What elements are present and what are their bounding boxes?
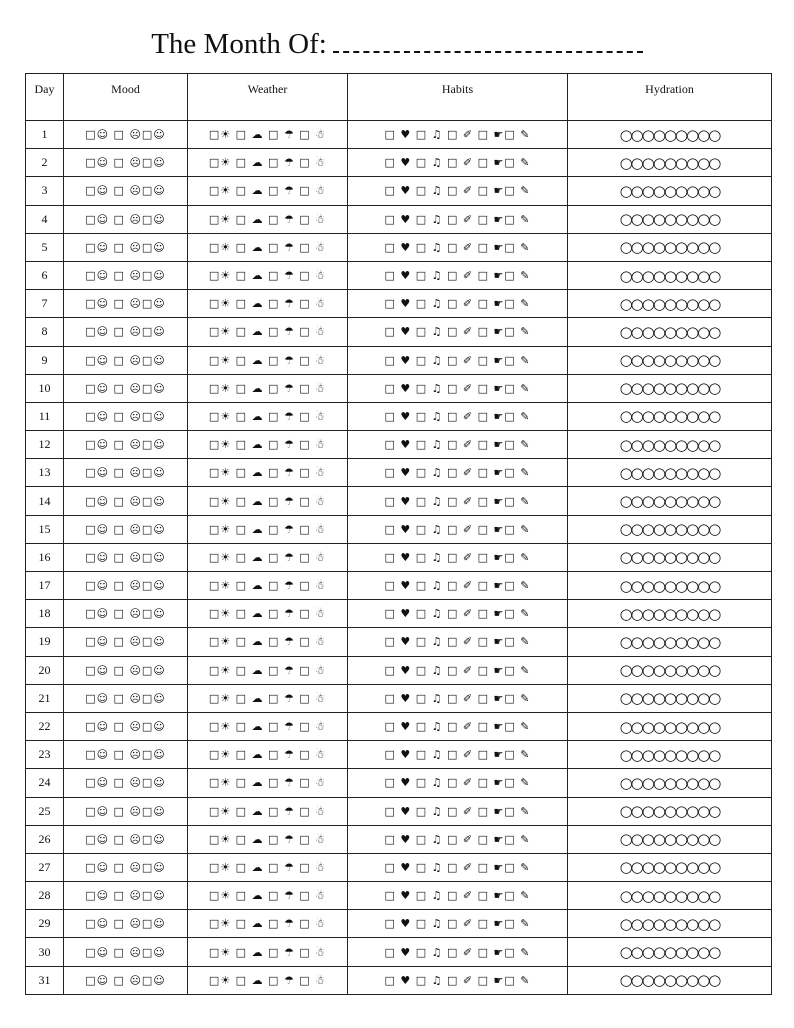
table-row xyxy=(26,938,772,966)
hydration-circles[interactable]: ○○○○○○○○○ xyxy=(568,402,772,430)
mood-checkboxes[interactable]: □☺ □ ☹□☺ xyxy=(64,459,188,487)
hydration-circles[interactable]: ○○○○○○○○○ xyxy=(568,600,772,628)
table-row xyxy=(26,346,772,374)
hydration-circles[interactable]: ○○○○○○○○○ xyxy=(568,149,772,177)
mood-checkboxes[interactable]: □☺ □ ☹□☺ xyxy=(64,515,188,543)
table-row xyxy=(26,177,772,205)
hydration-circles[interactable]: ○○○○○○○○○ xyxy=(568,741,772,769)
habit-checkboxes[interactable]: □ ♥ □ ♫ □ ✐ □ ☛□ ✎ xyxy=(348,374,568,402)
mood-checkboxes[interactable]: □☺ □ ☹□☺ xyxy=(64,121,188,149)
habit-checkboxes[interactable]: □ ♥ □ ♫ □ ✐ □ ☛□ ✎ xyxy=(348,882,568,910)
habit-checkboxes[interactable]: □ ♥ □ ♫ □ ✐ □ ☛□ ✎ xyxy=(348,966,568,994)
weather-checkboxes[interactable]: □☀ □ ☁ □ ☂ □ ☃ xyxy=(188,853,348,881)
day-cell: 15 xyxy=(26,515,64,543)
mood-checkboxes[interactable]: □☺ □ ☹□☺ xyxy=(64,487,188,515)
mood-checkboxes[interactable]: □☺ □ ☹□☺ xyxy=(64,290,188,318)
weather-checkboxes[interactable]: □☀ □ ☁ □ ☂ □ ☃ xyxy=(188,374,348,402)
hydration-circles[interactable]: ○○○○○○○○○ xyxy=(568,543,772,571)
mood-checkboxes[interactable]: □☺ □ ☹□☺ xyxy=(64,825,188,853)
habit-checkboxes[interactable]: □ ♥ □ ♫ □ ✐ □ ☛□ ✎ xyxy=(348,177,568,205)
table-row xyxy=(26,966,772,994)
habit-checkboxes[interactable]: □ ♥ □ ♫ □ ✐ □ ☛□ ✎ xyxy=(348,121,568,149)
day-cell: 29 xyxy=(26,910,64,938)
hydration-circles[interactable]: ○○○○○○○○○ xyxy=(568,966,772,994)
day-cell: 11 xyxy=(26,402,64,430)
day-cell: 7 xyxy=(26,290,64,318)
table-row xyxy=(26,712,772,740)
mood-checkboxes[interactable]: □☺ □ ☹□☺ xyxy=(64,910,188,938)
mood-checkboxes[interactable]: □☺ □ ☹□☺ xyxy=(64,374,188,402)
weather-checkboxes[interactable]: □☀ □ ☁ □ ☂ □ ☃ xyxy=(188,910,348,938)
hydration-circles[interactable]: ○○○○○○○○○ xyxy=(568,205,772,233)
hydration-circles[interactable]: ○○○○○○○○○ xyxy=(568,882,772,910)
table-row xyxy=(26,121,772,149)
habit-checkboxes[interactable]: □ ♥ □ ♫ □ ✐ □ ☛□ ✎ xyxy=(348,712,568,740)
hydration-circles[interactable]: ○○○○○○○○○ xyxy=(568,261,772,289)
table-row xyxy=(26,656,772,684)
table-row xyxy=(26,290,772,318)
day-cell: 28 xyxy=(26,882,64,910)
table-row xyxy=(26,600,772,628)
mood-checkboxes[interactable]: □☺ □ ☹□☺ xyxy=(64,572,188,600)
mood-checkboxes[interactable]: □☺ □ ☹□☺ xyxy=(64,656,188,684)
mood-checkboxes[interactable]: □☺ □ ☹□☺ xyxy=(64,600,188,628)
weather-checkboxes[interactable]: □☀ □ ☁ □ ☂ □ ☃ xyxy=(188,261,348,289)
hydration-circles[interactable]: ○○○○○○○○○ xyxy=(568,121,772,149)
header-row xyxy=(26,74,772,121)
mood-checkboxes[interactable]: □☺ □ ☹□☺ xyxy=(64,402,188,430)
hydration-circles[interactable]: ○○○○○○○○○ xyxy=(568,290,772,318)
habit-checkboxes[interactable]: □ ♥ □ ♫ □ ✐ □ ☛□ ✎ xyxy=(348,346,568,374)
weather-checkboxes[interactable]: □☀ □ ☁ □ ☂ □ ☃ xyxy=(188,628,348,656)
habit-checkboxes[interactable]: □ ♥ □ ♫ □ ✐ □ ☛□ ✎ xyxy=(348,741,568,769)
hydration-circles[interactable]: ○○○○○○○○○ xyxy=(568,853,772,881)
weather-checkboxes[interactable]: □☀ □ ☁ □ ☂ □ ☃ xyxy=(188,177,348,205)
day-cell: 23 xyxy=(26,741,64,769)
mood-checkboxes[interactable]: □☺ □ ☹□☺ xyxy=(64,769,188,797)
weather-checkboxes[interactable]: □☀ □ ☁ □ ☂ □ ☃ xyxy=(188,459,348,487)
mood-checkboxes[interactable]: □☺ □ ☹□☺ xyxy=(64,543,188,571)
hydration-circles[interactable]: ○○○○○○○○○ xyxy=(568,656,772,684)
month-blank-line[interactable] xyxy=(333,31,643,53)
table-row xyxy=(26,769,772,797)
habit-checkboxes[interactable]: □ ♥ □ ♫ □ ✐ □ ☛□ ✎ xyxy=(348,797,568,825)
day-cell: 2 xyxy=(26,149,64,177)
table-row xyxy=(26,233,772,261)
table-row xyxy=(26,431,772,459)
table-row xyxy=(26,261,772,289)
habit-checkboxes[interactable]: □ ♥ □ ♫ □ ✐ □ ☛□ ✎ xyxy=(348,656,568,684)
table-row xyxy=(26,515,772,543)
hydration-circles[interactable]: ○○○○○○○○○ xyxy=(568,318,772,346)
header-mood: Mood xyxy=(64,74,188,121)
habit-checkboxes[interactable]: □ ♥ □ ♫ □ ✐ □ ☛□ ✎ xyxy=(348,487,568,515)
table-row xyxy=(26,459,772,487)
table-row xyxy=(26,205,772,233)
habit-checkboxes[interactable]: □ ♥ □ ♫ □ ✐ □ ☛□ ✎ xyxy=(348,318,568,346)
weather-checkboxes[interactable]: □☀ □ ☁ □ ☂ □ ☃ xyxy=(188,882,348,910)
weather-checkboxes[interactable]: □☀ □ ☁ □ ☂ □ ☃ xyxy=(188,402,348,430)
habit-checkboxes[interactable]: □ ♥ □ ♫ □ ✐ □ ☛□ ✎ xyxy=(348,600,568,628)
day-cell: 13 xyxy=(26,459,64,487)
mood-checkboxes[interactable]: □☺ □ ☹□☺ xyxy=(64,177,188,205)
day-cell: 21 xyxy=(26,684,64,712)
table-row xyxy=(26,543,772,571)
habit-checkboxes[interactable]: □ ♥ □ ♫ □ ✐ □ ☛□ ✎ xyxy=(348,515,568,543)
day-cell: 5 xyxy=(26,233,64,261)
weather-checkboxes[interactable]: □☀ □ ☁ □ ☂ □ ☃ xyxy=(188,684,348,712)
table-row xyxy=(26,149,772,177)
table-row xyxy=(26,402,772,430)
weather-checkboxes[interactable]: □☀ □ ☁ □ ☂ □ ☃ xyxy=(188,233,348,261)
hydration-circles[interactable]: ○○○○○○○○○ xyxy=(568,233,772,261)
habit-checkboxes[interactable]: □ ♥ □ ♫ □ ✐ □ ☛□ ✎ xyxy=(348,402,568,430)
table-row xyxy=(26,797,772,825)
weather-checkboxes[interactable]: □☀ □ ☁ □ ☂ □ ☃ xyxy=(188,741,348,769)
table-row xyxy=(26,318,772,346)
habit-checkboxes[interactable]: □ ♥ □ ♫ □ ✐ □ ☛□ ✎ xyxy=(348,233,568,261)
habit-checkboxes[interactable]: □ ♥ □ ♫ □ ✐ □ ☛□ ✎ xyxy=(348,938,568,966)
weather-checkboxes[interactable]: □☀ □ ☁ □ ☂ □ ☃ xyxy=(188,572,348,600)
habit-checkboxes[interactable]: □ ♥ □ ♫ □ ✐ □ ☛□ ✎ xyxy=(348,261,568,289)
hydration-circles[interactable]: ○○○○○○○○○ xyxy=(568,938,772,966)
weather-checkboxes[interactable]: □☀ □ ☁ □ ☂ □ ☃ xyxy=(188,825,348,853)
mood-checkboxes[interactable]: □☺ □ ☹□☺ xyxy=(64,741,188,769)
mood-checkboxes[interactable]: □☺ □ ☹□☺ xyxy=(64,346,188,374)
day-cell: 25 xyxy=(26,797,64,825)
table-row xyxy=(26,487,772,515)
mood-checkboxes[interactable]: □☺ □ ☹□☺ xyxy=(64,966,188,994)
day-cell: 20 xyxy=(26,656,64,684)
header-weather: Weather xyxy=(188,74,348,121)
habit-checkboxes[interactable]: □ ♥ □ ♫ □ ✐ □ ☛□ ✎ xyxy=(348,290,568,318)
habit-checkboxes[interactable]: □ ♥ □ ♫ □ ✐ □ ☛□ ✎ xyxy=(348,910,568,938)
weather-checkboxes[interactable]: □☀ □ ☁ □ ☂ □ ☃ xyxy=(188,600,348,628)
mood-checkboxes[interactable]: □☺ □ ☹□☺ xyxy=(64,233,188,261)
day-cell: 18 xyxy=(26,600,64,628)
table-row xyxy=(26,882,772,910)
header-hydration: Hydration xyxy=(568,74,772,121)
day-cell: 8 xyxy=(26,318,64,346)
weather-checkboxes[interactable]: □☀ □ ☁ □ ☂ □ ☃ xyxy=(188,290,348,318)
weather-checkboxes[interactable]: □☀ □ ☁ □ ☂ □ ☃ xyxy=(188,149,348,177)
table-row xyxy=(26,853,772,881)
hydration-circles[interactable]: ○○○○○○○○○ xyxy=(568,459,772,487)
mood-checkboxes[interactable]: □☺ □ ☹□☺ xyxy=(64,318,188,346)
habit-checkboxes[interactable]: □ ♥ □ ♫ □ ✐ □ ☛□ ✎ xyxy=(348,431,568,459)
hydration-circles[interactable]: ○○○○○○○○○ xyxy=(568,177,772,205)
hydration-circles[interactable]: ○○○○○○○○○ xyxy=(568,374,772,402)
day-cell: 10 xyxy=(26,374,64,402)
weather-checkboxes[interactable]: □☀ □ ☁ □ ☂ □ ☃ xyxy=(188,431,348,459)
table-row xyxy=(26,825,772,853)
hydration-circles[interactable]: ○○○○○○○○○ xyxy=(568,346,772,374)
weather-checkboxes[interactable]: □☀ □ ☁ □ ☂ □ ☃ xyxy=(188,318,348,346)
mood-checkboxes[interactable]: □☺ □ ☹□☺ xyxy=(64,853,188,881)
weather-checkboxes[interactable]: □☀ □ ☁ □ ☂ □ ☃ xyxy=(188,346,348,374)
day-cell: 4 xyxy=(26,205,64,233)
hydration-circles[interactable]: ○○○○○○○○○ xyxy=(568,431,772,459)
weather-checkboxes[interactable]: □☀ □ ☁ □ ☂ □ ☃ xyxy=(188,966,348,994)
day-cell: 16 xyxy=(26,543,64,571)
hydration-circles[interactable]: ○○○○○○○○○ xyxy=(568,910,772,938)
weather-checkboxes[interactable]: □☀ □ ☁ □ ☂ □ ☃ xyxy=(188,487,348,515)
hydration-circles[interactable]: ○○○○○○○○○ xyxy=(568,515,772,543)
habit-checkboxes[interactable]: □ ♥ □ ♫ □ ✐ □ ☛□ ✎ xyxy=(348,205,568,233)
weather-checkboxes[interactable]: □☀ □ ☁ □ ☂ □ ☃ xyxy=(188,205,348,233)
hydration-circles[interactable]: ○○○○○○○○○ xyxy=(568,797,772,825)
weather-checkboxes[interactable]: □☀ □ ☁ □ ☂ □ ☃ xyxy=(188,769,348,797)
mood-checkboxes[interactable]: □☺ □ ☹□☺ xyxy=(64,431,188,459)
day-cell: 3 xyxy=(26,177,64,205)
habit-checkboxes[interactable]: □ ♥ □ ♫ □ ✐ □ ☛□ ✎ xyxy=(348,572,568,600)
mood-checkboxes[interactable]: □☺ □ ☹□☺ xyxy=(64,938,188,966)
mood-checkboxes[interactable]: □☺ □ ☹□☺ xyxy=(64,797,188,825)
habit-checkboxes[interactable]: □ ♥ □ ♫ □ ✐ □ ☛□ ✎ xyxy=(348,853,568,881)
table-row xyxy=(26,374,772,402)
habit-checkboxes[interactable]: □ ♥ □ ♫ □ ✐ □ ☛□ ✎ xyxy=(348,769,568,797)
table-row xyxy=(26,628,772,656)
hydration-circles[interactable]: ○○○○○○○○○ xyxy=(568,572,772,600)
day-cell: 19 xyxy=(26,628,64,656)
weather-checkboxes[interactable]: □☀ □ ☁ □ ☂ □ ☃ xyxy=(188,543,348,571)
day-cell: 22 xyxy=(26,712,64,740)
hydration-circles[interactable]: ○○○○○○○○○ xyxy=(568,487,772,515)
weather-checkboxes[interactable]: □☀ □ ☁ □ ☂ □ ☃ xyxy=(188,656,348,684)
mood-checkboxes[interactable]: □☺ □ ☹□☺ xyxy=(64,684,188,712)
day-cell: 9 xyxy=(26,346,64,374)
table-row xyxy=(26,741,772,769)
weather-checkboxes[interactable]: □☀ □ ☁ □ ☂ □ ☃ xyxy=(188,938,348,966)
day-cell: 27 xyxy=(26,853,64,881)
day-cell: 24 xyxy=(26,769,64,797)
header-day: Day xyxy=(26,74,64,121)
page-title xyxy=(0,28,794,61)
tracker-table xyxy=(25,73,772,995)
title-text: The Month Of: xyxy=(151,28,327,60)
mood-checkboxes[interactable]: □☺ □ ☹□☺ xyxy=(64,882,188,910)
day-cell: 14 xyxy=(26,487,64,515)
habit-checkboxes[interactable]: □ ♥ □ ♫ □ ✐ □ ☛□ ✎ xyxy=(348,543,568,571)
day-cell: 17 xyxy=(26,572,64,600)
table-row xyxy=(26,910,772,938)
weather-checkboxes[interactable]: □☀ □ ☁ □ ☂ □ ☃ xyxy=(188,515,348,543)
day-cell: 1 xyxy=(26,121,64,149)
hydration-circles[interactable]: ○○○○○○○○○ xyxy=(568,628,772,656)
hydration-circles[interactable]: ○○○○○○○○○ xyxy=(568,712,772,740)
hydration-circles[interactable]: ○○○○○○○○○ xyxy=(568,825,772,853)
mood-checkboxes[interactable]: □☺ □ ☹□☺ xyxy=(64,149,188,177)
weather-checkboxes[interactable]: □☀ □ ☁ □ ☂ □ ☃ xyxy=(188,121,348,149)
day-cell: 12 xyxy=(26,431,64,459)
weather-checkboxes[interactable]: □☀ □ ☁ □ ☂ □ ☃ xyxy=(188,712,348,740)
header-habits: Habits xyxy=(348,74,568,121)
table-row xyxy=(26,684,772,712)
day-cell: 31 xyxy=(26,966,64,994)
mood-checkboxes[interactable]: □☺ □ ☹□☺ xyxy=(64,628,188,656)
table-row xyxy=(26,572,772,600)
mood-checkboxes[interactable]: □☺ □ ☹□☺ xyxy=(64,712,188,740)
mood-checkboxes[interactable]: □☺ □ ☹□☺ xyxy=(64,261,188,289)
hydration-circles[interactable]: ○○○○○○○○○ xyxy=(568,684,772,712)
habit-checkboxes[interactable]: □ ♥ □ ♫ □ ✐ □ ☛□ ✎ xyxy=(348,459,568,487)
habit-checkboxes[interactable]: □ ♥ □ ♫ □ ✐ □ ☛□ ✎ xyxy=(348,628,568,656)
day-cell: 30 xyxy=(26,938,64,966)
habit-checkboxes[interactable]: □ ♥ □ ♫ □ ✐ □ ☛□ ✎ xyxy=(348,684,568,712)
day-cell: 6 xyxy=(26,261,64,289)
habit-checkboxes[interactable]: □ ♥ □ ♫ □ ✐ □ ☛□ ✎ xyxy=(348,149,568,177)
day-cell: 26 xyxy=(26,825,64,853)
weather-checkboxes[interactable]: □☀ □ ☁ □ ☂ □ ☃ xyxy=(188,797,348,825)
hydration-circles[interactable]: ○○○○○○○○○ xyxy=(568,769,772,797)
habit-checkboxes[interactable]: □ ♥ □ ♫ □ ✐ □ ☛□ ✎ xyxy=(348,825,568,853)
mood-checkboxes[interactable]: □☺ □ ☹□☺ xyxy=(64,205,188,233)
